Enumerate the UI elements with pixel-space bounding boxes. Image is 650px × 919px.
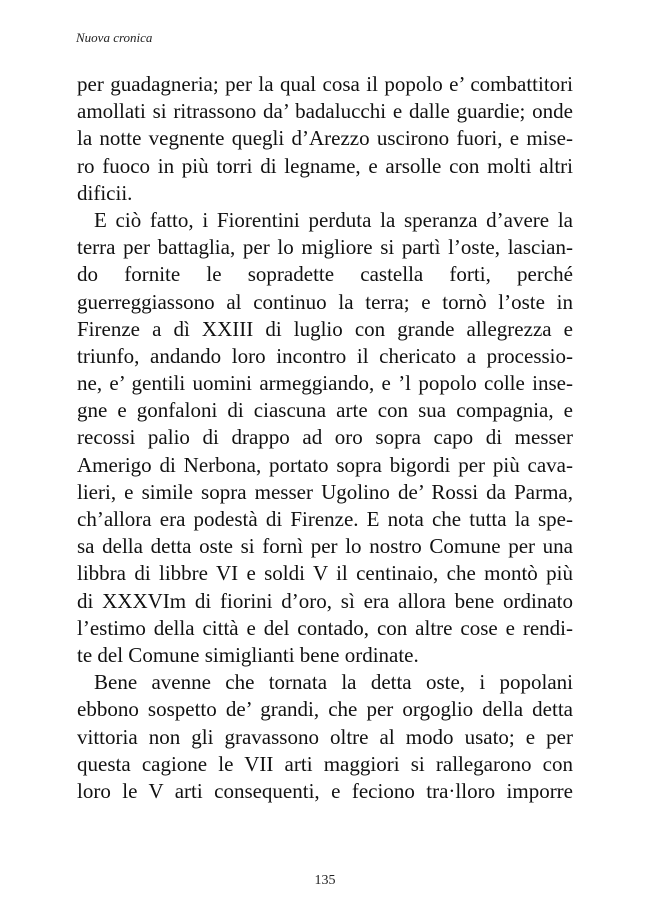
body-text — [77, 71, 573, 805]
text-line: la notte vegnente quegli d’Arezzo uscirono fuori, e mise- — [77, 126, 573, 151]
text-line: Bene avenne che tornata la detta oste, i popolani — [94, 670, 573, 695]
text-line: per guadagneria; per la qual cosa il popolo e’ combattitori — [77, 72, 573, 96]
running-head: Nuova cronica — [76, 30, 153, 45]
text-line: sa della detta oste si fornì per lo nostro Comune per una — [77, 534, 573, 559]
text-line: ne, e’ gentili uomini armeggiando, e ’l popolo colle inse- — [77, 371, 573, 396]
text-line: Firenze a dì XXIII di luglio con grande allegrezza e — [77, 316, 573, 341]
text-line: gne e gonfaloni di ciascuna arte con sua compagnia, e — [77, 398, 573, 423]
text-line: di XXXVIm di fiorini d’oro, sì era allora bene ordinato — [77, 588, 573, 613]
text-line: libbra di libbre VI e soldi V il centinaio, che montò più — [77, 561, 573, 586]
text-line: guerreggiassono al continuo la terra; e tornò l’oste in — [77, 289, 573, 314]
text-line: recossi palio di drappo ad oro sopra capo di messer — [77, 425, 573, 450]
text-line: loro le V arti consequenti, e feciono tra·lloro imporre — [77, 778, 573, 803]
page-number: 135 — [314, 873, 336, 888]
text-line: ebbono sospetto de’ grandi, che per orgoglio della detta — [77, 697, 573, 722]
text-line: E ciò fatto, i Fiorentini perduta la speranza d’avere la — [94, 207, 573, 232]
text-line: l’estimo della città e del contado, con altre cose e rendi- — [77, 615, 573, 640]
paragraph — [77, 207, 573, 669]
text-line: dificii. — [77, 180, 133, 205]
paragraph — [77, 669, 573, 805]
text-line: Amerigo di Nerbona, portato sopra bigordi per più cava- — [77, 452, 573, 477]
text-line: triunfo, andando loro incontro il chericato a processio- — [77, 343, 573, 368]
paragraph — [77, 71, 573, 207]
text-line: terra per battaglia, per lo migliore si partì l’oste, lascian- — [77, 235, 573, 260]
text-line: vittoria non gli gravassono oltre al modo usato; e per — [77, 724, 573, 749]
text-line: questa cagione le VII arti maggiori si rallegarono con — [77, 751, 573, 776]
text-line: ch’allora era podestà di Firenze. E nota che tutta la spe- — [77, 507, 573, 531]
text-line: amollati si ritrassono da’ badalucchi e dalle guardie; onde — [77, 99, 573, 124]
text-line: ro fuoco in più torri di legname, e arsolle con molti altri — [77, 153, 573, 178]
text-line: do fornite le sopradette castella forti, perché — [77, 262, 573, 287]
text-line: lieri, e simile sopra messer Ugolino de’ Rossi da Parma, — [77, 479, 573, 504]
text-line: te del Comune simiglianti bene ordinate. — [77, 642, 419, 667]
